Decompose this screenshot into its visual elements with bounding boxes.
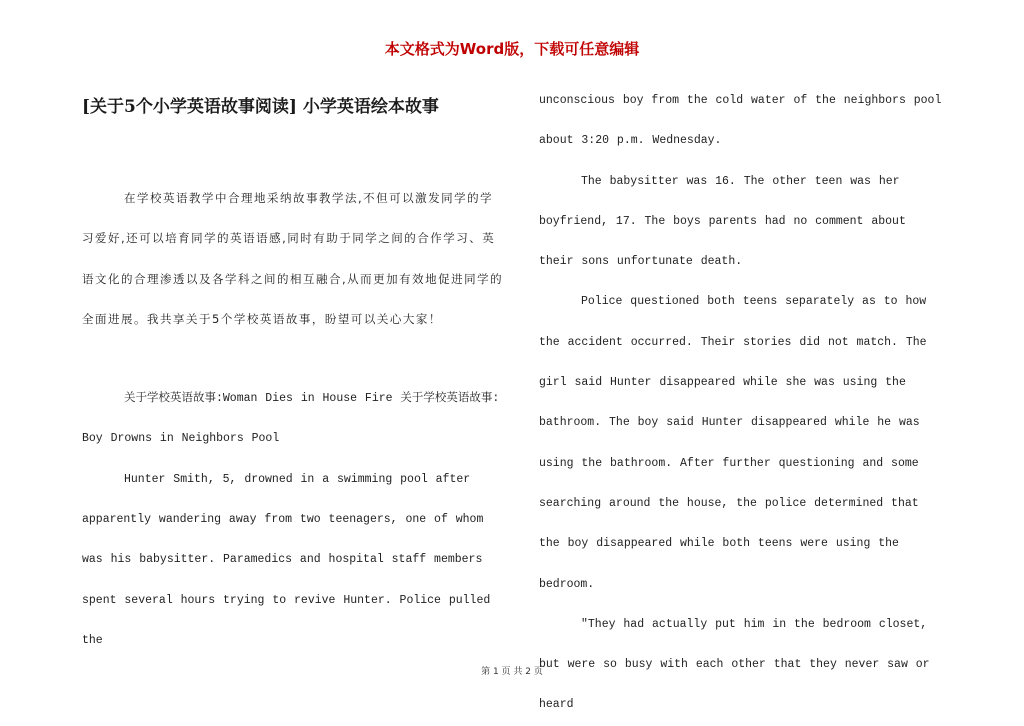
download-banner: 本文格式为Word版，下载可任意编辑 [384,40,640,58]
story-paragraph-1-continued: unconscious boy from the cold water of the neighbors pool about 3:20 p.m. Wednesday. [539,94,942,148]
left-column [82,178,504,661]
right-column [539,81,944,726]
story-paragraph-3: Police questioned both teens separately as to how the accident occurred. Their stories did not match. The girl said Hunter disappeared while she was using the bathroom. The boy said Hunter disappeared while he was using the bathroom. After further questioning and some searching around the house, the police determined that the boy disappeared while both teens were using the bedroom. [539,295,927,591]
document-title: [关于5个小学英语故事阅读] 小学英语绘本故事 [82,97,439,117]
intro-paragraph: 在学校英语教学中合理地采纳故事教学法,不但可以激发同学的学习爱好,还可以培育同学的英语语感,同时有助于同学之间的合作学习、英语文化的合理渗透以及各学科之间的相互融合,从而更加有效地促进同学的全面进展。我共享关于5个学校英语故事，盼望可以关心大家！ [82,191,504,326]
story-paragraph-1: Hunter Smith, 5, drowned in a swimming pool after apparently wandering away from two teenagers, one of whom was his babysitter. Paramedics and hospital staff members spent several hours trying to revive Hunter. Police pulled the [82,472,491,647]
story-headings: 关于学校英语故事:Woman Dies in House Fire 关于学校英语故事: Boy Drowns in Neighbors Pool [82,392,500,446]
story-paragraph-4: "They had actually put him in the bedroom closet, but were so busy with each other that they never saw or heard [539,617,930,712]
story-paragraph-2: The babysitter was 16. The other teen was her boyfriend, 17. The boys parents had no comment about their sons unfortunate death. [539,174,906,269]
page-number: 第 1 页 共 2 页 [481,667,543,677]
